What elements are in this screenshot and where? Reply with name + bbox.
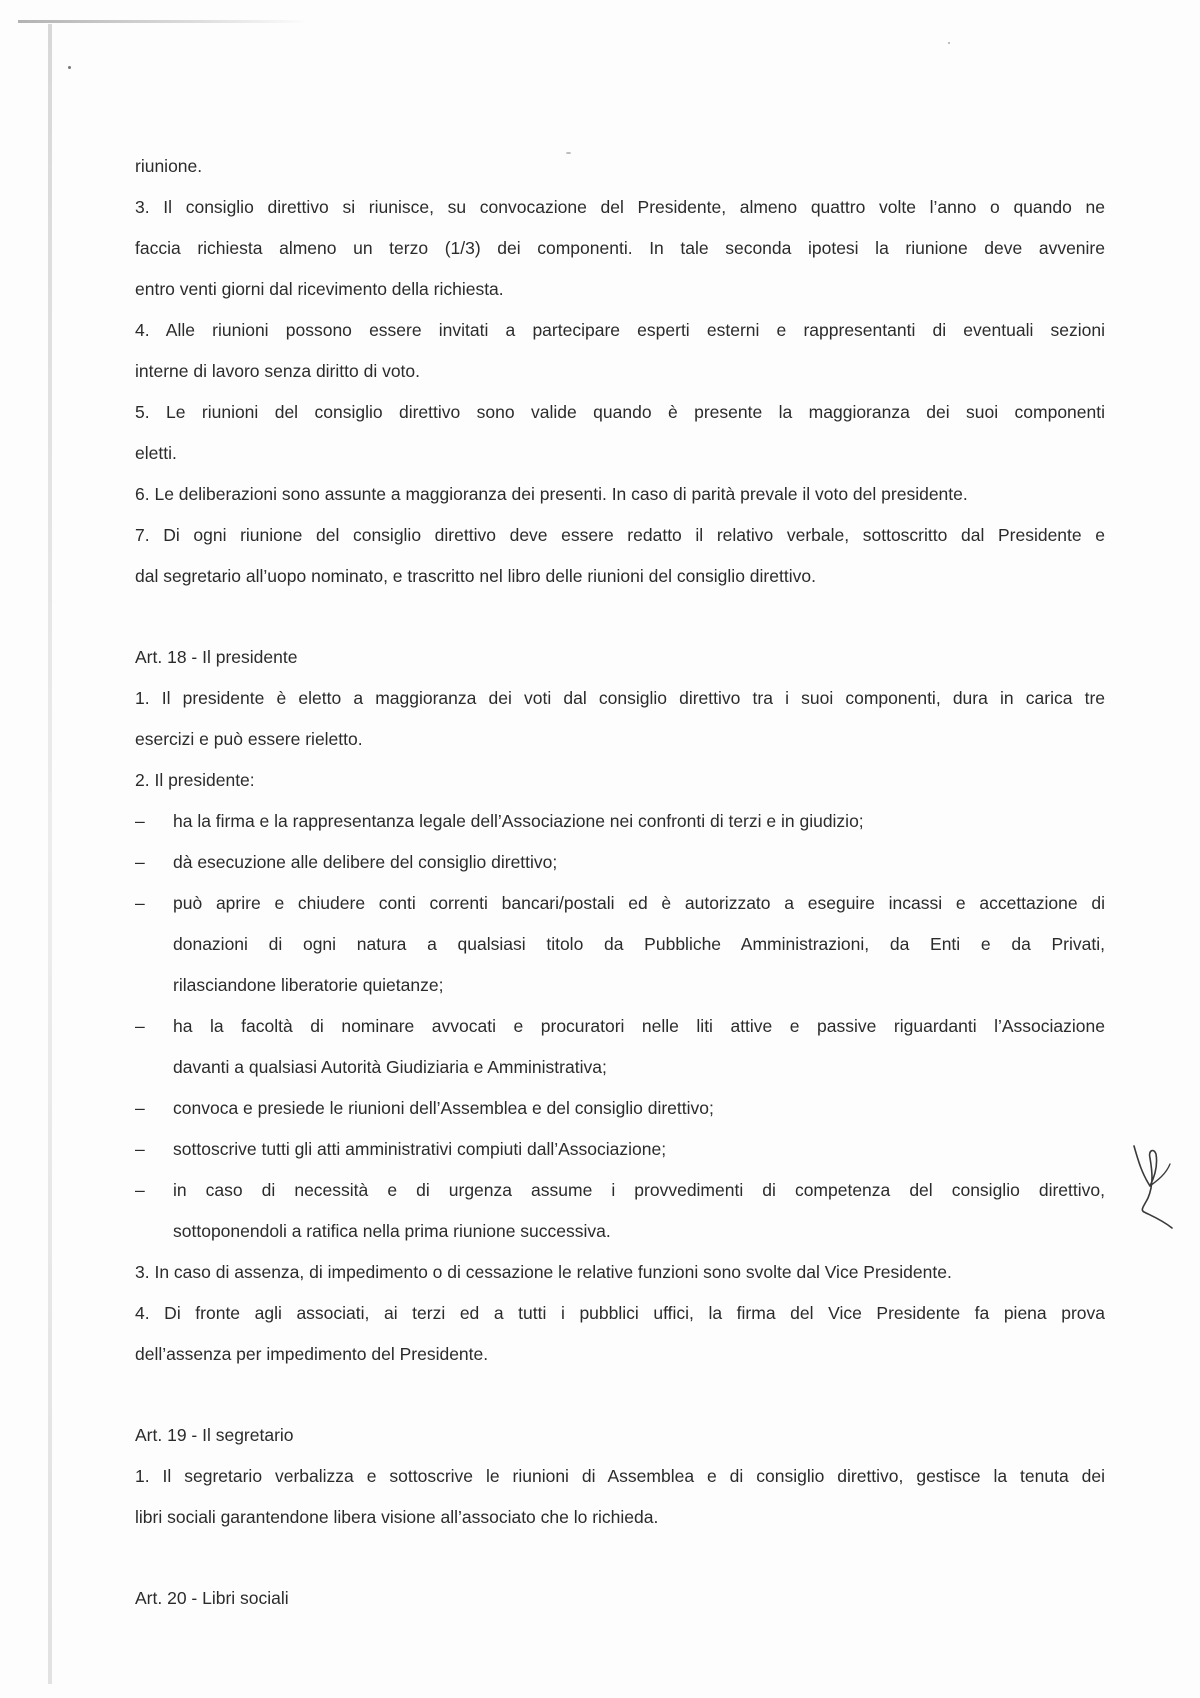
list-item-text: dà esecuzione alle delibere del consiglio direttivo; xyxy=(173,852,558,872)
text-line: 4. Di fronte agli associati, ai terzi ed a tutti i pubblici uffici, la firma del Vice Presidente fa piena prova xyxy=(135,1303,1105,1323)
text-line: dal segretario all’uopo nominato, e trascritto nel libro delle riunioni del consiglio direttivo. xyxy=(135,566,816,586)
dash-bullet: – xyxy=(135,811,145,831)
text-line: esercizi e può essere rieletto. xyxy=(135,729,363,749)
list-item xyxy=(135,1088,1105,1129)
text-line: eletti. xyxy=(135,443,177,463)
text-line: 1. Il segretario verbalizza e sottoscrive le riunioni di Assemblea e di consiglio direttivo, gestisce la tenuta dei xyxy=(135,1466,1105,1486)
dash-bullet: – xyxy=(135,893,145,913)
list-item-continuation: davanti a qualsiasi Autorità Giudiziaria e Amministrativa; xyxy=(173,1057,607,1077)
text-line: faccia richiesta almeno un terzo (1/3) dei componenti. In tale seconda ipotesi la riunione deve avvenire xyxy=(135,238,1105,258)
list-item-continuation: sottoponendoli a ratifica nella prima riunione successiva. xyxy=(173,1221,611,1241)
list-item xyxy=(135,842,1105,883)
list-item-text: convoca e presiede le riunioni dell’Assemblea e del consiglio direttivo; xyxy=(173,1098,714,1118)
list-item-text: in caso di necessità e di urgenza assume i provvedimenti di competenza del consiglio direttivo, xyxy=(173,1180,1105,1200)
section-gap xyxy=(135,1375,1105,1415)
list-item-text: sottoscrive tutti gli atti amministrativi compiuti dall’Associazione; xyxy=(173,1139,667,1159)
dash-bullet: – xyxy=(135,1098,145,1118)
list-item xyxy=(135,1170,1105,1211)
list-item-continuation: rilasciandone liberatorie quietanze; xyxy=(173,975,444,995)
scan-edge-left xyxy=(48,24,52,1684)
text-line: 3. In caso di assenza, di impedimento o di cessazione le relative funzioni sono svolte dal Vice Presidente. xyxy=(135,1262,952,1282)
list-item-text: ha la facoltà di nominare avvocati e procuratori nelle liti attive e passive riguardanti l’Associazione xyxy=(173,1016,1105,1036)
dash-bullet: – xyxy=(135,1139,145,1159)
scan-edge-top xyxy=(18,20,308,23)
section-gap xyxy=(135,597,1105,637)
list-item-continuation: donazioni di ogni natura a qualsiasi titolo da Pubbliche Amministrazioni, da Enti e da Privati, xyxy=(173,934,1105,954)
section-gap xyxy=(135,1538,1105,1578)
text-line: 5. Le riunioni del consiglio direttivo sono valide quando è presente la maggioranza dei suoi componenti xyxy=(135,402,1105,422)
document-body xyxy=(135,146,1105,1619)
text-line: 2. Il presidente: xyxy=(135,770,255,790)
text-line: riunione. xyxy=(135,156,203,176)
scan-speck xyxy=(68,66,71,69)
dash-bullet: – xyxy=(135,1180,145,1200)
list-item xyxy=(135,1006,1105,1047)
list-item xyxy=(135,883,1105,924)
list-item-text: ha la firma e la rappresentanza legale dell’Associazione nei confronti di terzi e in giudizio; xyxy=(173,811,864,831)
initials-signature-icon xyxy=(1128,1140,1178,1230)
dash-bullet: – xyxy=(135,1016,145,1036)
article-heading: Art. 20 - Libri sociali xyxy=(135,1588,289,1608)
text-line: 3. Il consiglio direttivo si riunisce, su convocazione del Presidente, almeno quattro volte l’anno o quando ne xyxy=(135,197,1105,217)
text-line: 1. Il presidente è eletto a maggioranza dei voti dal consiglio direttivo tra i suoi componenti, dura in carica tre xyxy=(135,688,1105,708)
text-line: 6. Le deliberazioni sono assunte a maggioranza dei presenti. In caso di parità prevale il voto del presidente. xyxy=(135,484,968,504)
list-item xyxy=(135,1129,1105,1170)
list-item xyxy=(135,801,1105,842)
dash-bullet: – xyxy=(135,852,145,872)
text-line: interne di lavoro senza diritto di voto. xyxy=(135,361,421,381)
text-line: 4. Alle riunioni possono essere invitati a partecipare esperti esterni e rappresentanti di eventuali sezioni xyxy=(135,320,1105,340)
scan-speck xyxy=(948,42,950,44)
list-item-text: può aprire e chiudere conti correnti bancari/postali ed è autorizzato a eseguire incassi e accettazione di xyxy=(173,893,1105,913)
text-line: dell’assenza per impedimento del Presidente. xyxy=(135,1344,489,1364)
text-line: entro venti giorni dal ricevimento della richiesta. xyxy=(135,279,504,299)
text-line: libri sociali garantendone libera visione all’associato che lo richieda. xyxy=(135,1507,659,1527)
article-heading: Art. 19 - Il segretario xyxy=(135,1425,294,1445)
article-heading: Art. 18 - Il presidente xyxy=(135,647,298,667)
text-line: 7. Di ogni riunione del consiglio direttivo deve essere redatto il relativo verbale, sottoscritto dal Presidente e xyxy=(135,525,1105,545)
